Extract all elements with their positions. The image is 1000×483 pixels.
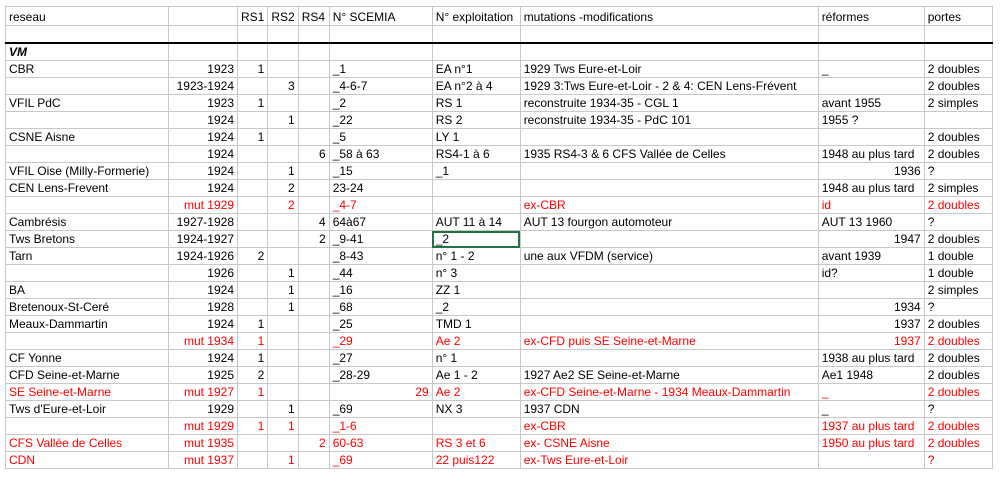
cell-reseau[interactable]: CEN Lens-Frevent [6, 180, 169, 197]
header-cell-portes[interactable]: portes [924, 7, 992, 26]
cell-scemia[interactable]: _69 [329, 452, 432, 469]
cell-rs1[interactable] [238, 163, 268, 180]
cell-annee[interactable]: 1924-1927 [169, 231, 238, 248]
cell-portes[interactable]: 2 simples [924, 95, 992, 112]
cell-rs1[interactable] [238, 78, 268, 95]
cell-exploitation[interactable]: RS 1 [432, 95, 520, 112]
cell-mutations[interactable]: 1937 CDN [520, 401, 818, 418]
cell-reseau[interactable]: CF Yonne [6, 350, 169, 367]
cell-reformes[interactable]: _ [818, 384, 924, 401]
cell-portes[interactable]: ? [924, 163, 992, 180]
cell-reseau[interactable]: VFIL PdC [6, 95, 169, 112]
cell-exploitation[interactable]: n° 1 [432, 350, 520, 367]
cell-reformes[interactable] [818, 452, 924, 469]
cell-rs1[interactable]: 1 [238, 384, 268, 401]
cell-annee[interactable]: 1925 [169, 367, 238, 384]
cell-rs2[interactable]: 1 [268, 282, 298, 299]
cell-rs1[interactable]: 1 [238, 350, 268, 367]
cell-exploitation[interactable]: n° 3 [432, 265, 520, 282]
cell-mutations[interactable] [520, 316, 818, 333]
table-row [6, 435, 993, 452]
cell-mutations[interactable]: AUT 13 fourgon automoteur [520, 214, 818, 231]
cell-exploitation[interactable]: ZZ 1 [432, 282, 520, 299]
cell-scemia[interactable]: _69 [329, 401, 432, 418]
cell-exploitation[interactable]: RS4-1 à 6 [432, 146, 520, 163]
cell-rs1[interactable] [238, 231, 268, 248]
cell-scemia[interactable]: _1 [329, 61, 432, 78]
blank-row [6, 26, 993, 44]
cell-reformes[interactable]: avant 1939 [818, 248, 924, 265]
cell-portes[interactable]: 2 doubles [924, 146, 992, 163]
cell-rs4[interactable]: 2 [298, 231, 329, 248]
cell-rs2[interactable] [268, 333, 298, 350]
cell-annee[interactable]: 1929 [169, 401, 238, 418]
cell-scemia[interactable]: _5 [329, 129, 432, 146]
cell[interactable] [298, 43, 329, 61]
cell-reseau[interactable]: VFIL Oise (Milly-Formerie) [6, 163, 169, 180]
cell-annee[interactable]: 1923 [169, 95, 238, 112]
cell-rs1[interactable] [238, 282, 268, 299]
cell[interactable] [6, 26, 169, 44]
table-row [6, 401, 993, 418]
cell-rs4[interactable] [298, 418, 329, 435]
header-cell-reformes[interactable]: réformes [818, 7, 924, 26]
table-row [6, 452, 993, 469]
cell-mutations[interactable]: ex- CSNE Aisne [520, 435, 818, 452]
cell-reseau[interactable]: Meaux-Dammartin [6, 316, 169, 333]
cell-rs2[interactable] [268, 146, 298, 163]
table-row [6, 214, 993, 231]
cell-portes[interactable]: 2 doubles [924, 435, 992, 452]
cell-portes[interactable]: 2 doubles [924, 197, 992, 214]
cell-reseau[interactable]: Tarn [6, 248, 169, 265]
cell-mutations[interactable]: ex-CBR [520, 418, 818, 435]
cell-scemia[interactable]: _15 [329, 163, 432, 180]
cell-annee[interactable]: 1924 [169, 350, 238, 367]
cell-portes[interactable]: 2 doubles [924, 367, 992, 384]
cell-exploitation[interactable] [432, 418, 520, 435]
cell-mutations[interactable] [520, 163, 818, 180]
cell-rs1[interactable] [238, 112, 268, 129]
cell-reformes[interactable]: 1934 [818, 299, 924, 316]
cell-annee[interactable]: 1924 [169, 180, 238, 197]
cell-rs4[interactable] [298, 61, 329, 78]
table-row [6, 367, 993, 384]
header-cell-rs1[interactable]: RS1 [238, 7, 268, 26]
table-row [6, 146, 993, 163]
cell-exploitation[interactable]: EA n°1 [432, 61, 520, 78]
cell-mutations[interactable]: ex-CFD puis SE Seine-et-Marne [520, 333, 818, 350]
cell-annee[interactable]: 1924-1926 [169, 248, 238, 265]
cell[interactable] [432, 43, 520, 61]
cell-reseau[interactable] [6, 197, 169, 214]
cell[interactable] [238, 26, 268, 44]
cell-reseau[interactable]: Tws d'Eure-et-Loir [6, 401, 169, 418]
cell-reformes[interactable]: 1937 [818, 333, 924, 350]
cell-exploitation[interactable]: LY 1 [432, 129, 520, 146]
cell-annee[interactable]: 1924 [169, 112, 238, 129]
cell-rs4[interactable] [298, 282, 329, 299]
cell-scemia[interactable]: _1-6 [329, 418, 432, 435]
cell-rs1[interactable]: 1 [238, 61, 268, 78]
cell-annee[interactable]: 1924 [169, 163, 238, 180]
cell-scemia[interactable]: 60-63 [329, 435, 432, 452]
table-row [6, 299, 993, 316]
table-row [6, 95, 993, 112]
cell-exploitation[interactable]: Ae 2 [432, 333, 520, 350]
cell[interactable] [329, 43, 432, 61]
cell-scemia[interactable]: _27 [329, 350, 432, 367]
cell-mutations[interactable]: 1929 Tws Eure-et-Loir [520, 61, 818, 78]
header-cell-exploitation[interactable]: N° exploitation [432, 7, 520, 26]
cell-reformes[interactable] [818, 282, 924, 299]
cell-reseau[interactable]: CBR [6, 61, 169, 78]
cell-annee[interactable]: mut 1929 [169, 418, 238, 435]
cell-rs1[interactable]: 2 [238, 248, 268, 265]
cell-annee[interactable]: mut 1927 [169, 384, 238, 401]
cell-portes[interactable]: ? [924, 214, 992, 231]
cell-rs2[interactable] [268, 350, 298, 367]
header-cell-scemia[interactable]: N° SCEMIA [329, 7, 432, 26]
cell-reseau[interactable]: CFS Vallée de Celles [6, 435, 169, 452]
cell-rs2[interactable]: 1 [268, 418, 298, 435]
table-row [6, 333, 993, 350]
cell-scemia[interactable]: _9-41 [329, 231, 432, 248]
cell-portes[interactable]: ? [924, 452, 992, 469]
cell-exploitation[interactable]: _2 [432, 299, 520, 316]
cell-exploitation[interactable] [432, 180, 520, 197]
cell-annee[interactable]: mut 1935 [169, 435, 238, 452]
table-row [6, 231, 993, 248]
cell-rs2[interactable] [268, 214, 298, 231]
cell-rs1[interactable]: 1 [238, 95, 268, 112]
table-row [6, 418, 993, 435]
cell-scemia[interactable]: _4-6-7 [329, 78, 432, 95]
table-row [6, 350, 993, 367]
cell-rs2[interactable]: 3 [268, 78, 298, 95]
cell-portes[interactable]: 2 doubles [924, 350, 992, 367]
cell-rs2[interactable]: 1 [268, 163, 298, 180]
cell-reformes[interactable]: _ [818, 401, 924, 418]
cell-portes[interactable]: 2 doubles [924, 129, 992, 146]
cell-rs1[interactable] [238, 214, 268, 231]
table-row [6, 282, 993, 299]
cell-annee[interactable]: 1926 [169, 265, 238, 282]
cell-rs2[interactable] [268, 231, 298, 248]
cell[interactable] [924, 43, 992, 61]
cell-portes[interactable]: 1 double [924, 248, 992, 265]
cell-portes[interactable]: 2 doubles [924, 231, 992, 248]
cell-mutations[interactable]: 1929 3:Tws Eure-et-Loir - 2 & 4: CEN Lens-Frévent [520, 78, 818, 95]
cell-rs4[interactable] [298, 112, 329, 129]
cell-reseau[interactable] [6, 333, 169, 350]
cell[interactable] [268, 43, 298, 61]
cell-rs4[interactable] [298, 78, 329, 95]
cell-rs2[interactable] [268, 316, 298, 333]
cell-exploitation[interactable]: RS 3 et 6 [432, 435, 520, 452]
cell-exploitation[interactable]: _1 [432, 163, 520, 180]
cell-scemia[interactable]: 29 [329, 384, 432, 401]
header-cell-rs4[interactable]: RS4 [298, 7, 329, 26]
cell-reformes[interactable]: 1938 au plus tard [818, 350, 924, 367]
cell-scemia[interactable]: _28-29 [329, 367, 432, 384]
cell-rs2[interactable]: 1 [268, 112, 298, 129]
cell-scemia[interactable]: 64à67 [329, 214, 432, 231]
cell-scemia[interactable]: _2 [329, 95, 432, 112]
cell-annee[interactable]: 1924 [169, 316, 238, 333]
cell-rs1[interactable] [238, 146, 268, 163]
cell-exploitation[interactable]: _2 [432, 231, 520, 248]
section-label[interactable]: VM [6, 43, 169, 61]
cell-reseau[interactable] [6, 265, 169, 282]
cell-rs1[interactable]: 1 [238, 418, 268, 435]
cell-portes[interactable]: ? [924, 401, 992, 418]
cell-annee[interactable]: 1924 [169, 282, 238, 299]
cell-mutations[interactable] [520, 299, 818, 316]
cell-portes[interactable]: 2 doubles [924, 78, 992, 95]
cell[interactable] [298, 26, 329, 44]
cell[interactable] [268, 26, 298, 44]
cell-portes[interactable]: 2 simples [924, 282, 992, 299]
cell-portes[interactable]: 1 double [924, 265, 992, 282]
cell-rs4[interactable] [298, 333, 329, 350]
cell-rs4[interactable] [298, 265, 329, 282]
cell-rs2[interactable] [268, 61, 298, 78]
cell-reformes[interactable]: 1948 au plus tard [818, 180, 924, 197]
table-row [6, 316, 993, 333]
cell-reformes[interactable]: 1947 [818, 231, 924, 248]
table-row [6, 129, 993, 146]
cell-reformes[interactable]: 1948 au plus tard [818, 146, 924, 163]
cell-scemia[interactable]: _8-43 [329, 248, 432, 265]
cell-annee[interactable]: 1924 [169, 129, 238, 146]
cell-exploitation[interactable]: NX 3 [432, 401, 520, 418]
table-row [6, 384, 993, 401]
cell-mutations[interactable] [520, 231, 818, 248]
cell-portes[interactable]: 2 doubles [924, 333, 992, 350]
cell-scemia[interactable]: 23-24 [329, 180, 432, 197]
cell-reformes[interactable]: _ [818, 61, 924, 78]
cell-reseau[interactable]: CFD Seine-et-Marne [6, 367, 169, 384]
cell-annee[interactable]: mut 1934 [169, 333, 238, 350]
cell-scemia[interactable]: _25 [329, 316, 432, 333]
cell-annee[interactable]: 1923-1924 [169, 78, 238, 95]
cell[interactable] [924, 26, 992, 44]
cell-mutations[interactable]: reconstruite 1934-35 - CGL 1 [520, 95, 818, 112]
cell-reformes[interactable]: Ae1 1948 [818, 367, 924, 384]
cell-rs1[interactable] [238, 452, 268, 469]
cell-rs1[interactable] [238, 265, 268, 282]
table-row [6, 180, 993, 197]
cell[interactable] [329, 26, 432, 44]
header-row [6, 7, 993, 26]
cell-mutations[interactable]: reconstruite 1934-35 - PdC 101 [520, 112, 818, 129]
cell-exploitation[interactable]: n° 1 - 2 [432, 248, 520, 265]
cell-mutations[interactable] [520, 350, 818, 367]
header-cell-mutations[interactable]: mutations -modifications [520, 7, 818, 26]
cell-rs4[interactable] [298, 350, 329, 367]
cell-reseau[interactable] [6, 146, 169, 163]
cell-portes[interactable]: ? [924, 299, 992, 316]
cell-rs2[interactable]: 1 [268, 265, 298, 282]
cell-reseau[interactable] [6, 78, 169, 95]
cell-rs2[interactable]: 2 [268, 197, 298, 214]
cell-portes[interactable]: 2 doubles [924, 418, 992, 435]
cell-portes[interactable]: 2 simples [924, 180, 992, 197]
cell-mutations[interactable] [520, 282, 818, 299]
spreadsheet-body [6, 7, 993, 469]
cell-annee[interactable]: 1923 [169, 61, 238, 78]
cell-reformes[interactable]: 1937 [818, 316, 924, 333]
cell-rs1[interactable] [238, 180, 268, 197]
header-cell-rs2[interactable]: RS2 [268, 7, 298, 26]
cell-scemia[interactable]: _58 à 63 [329, 146, 432, 163]
cell-rs2[interactable] [268, 367, 298, 384]
cell-annee[interactable]: 1924 [169, 146, 238, 163]
cell-rs4[interactable]: 6 [298, 146, 329, 163]
cell-portes[interactable]: 2 doubles [924, 61, 992, 78]
cell-mutations[interactable] [520, 180, 818, 197]
cell-exploitation[interactable]: 22 puis122 [432, 452, 520, 469]
cell-scemia[interactable]: _29 [329, 333, 432, 350]
cell-scemia[interactable]: _44 [329, 265, 432, 282]
cell-annee[interactable]: 1927-1928 [169, 214, 238, 231]
cell-rs1[interactable]: 1 [238, 333, 268, 350]
cell-reseau[interactable]: Tws Bretons [6, 231, 169, 248]
cell-rs4[interactable] [298, 299, 329, 316]
cell-reformes[interactable]: 1937 au plus tard [818, 418, 924, 435]
cell[interactable] [169, 43, 238, 61]
cell[interactable] [238, 43, 268, 61]
cell-exploitation[interactable]: RS 2 [432, 112, 520, 129]
cell-scemia[interactable]: _16 [329, 282, 432, 299]
cell-scemia[interactable]: _68 [329, 299, 432, 316]
cell-annee[interactable]: mut 1937 [169, 452, 238, 469]
cell-exploitation[interactable] [432, 197, 520, 214]
cell-reformes[interactable]: 1950 au plus tard [818, 435, 924, 452]
cell-rs4[interactable] [298, 129, 329, 146]
cell-reformes[interactable]: 1955 ? [818, 112, 924, 129]
cell-rs4[interactable]: 2 [298, 435, 329, 452]
cell-portes[interactable]: 2 doubles [924, 316, 992, 333]
cell-rs2[interactable]: 2 [268, 180, 298, 197]
cell-rs1[interactable] [238, 435, 268, 452]
cell-exploitation[interactable]: Ae 2 [432, 384, 520, 401]
cell-mutations[interactable]: ex-CFD Seine-et-Marne - 1934 Meaux-Dammartin [520, 384, 818, 401]
cell-reseau[interactable]: Bretenoux-St-Ceré [6, 299, 169, 316]
table-row [6, 78, 993, 95]
cell-rs4[interactable] [298, 248, 329, 265]
cell[interactable] [520, 43, 818, 61]
header-cell-reseau[interactable]: reseau [6, 7, 169, 26]
table-row [6, 163, 993, 180]
cell[interactable] [432, 26, 520, 44]
cell-reformes[interactable] [818, 78, 924, 95]
cell-rs2[interactable]: 1 [268, 452, 298, 469]
cell-reseau[interactable]: CDN [6, 452, 169, 469]
cell-mutations[interactable]: ex-Tws Eure-et-Loir [520, 452, 818, 469]
cell-mutations[interactable]: une aux VFDM (service) [520, 248, 818, 265]
cell-mutations[interactable] [520, 129, 818, 146]
cell-rs2[interactable]: 1 [268, 299, 298, 316]
cell[interactable] [169, 26, 238, 44]
cell-scemia[interactable]: _4-7 [329, 197, 432, 214]
cell-reformes[interactable]: avant 1955 [818, 95, 924, 112]
cell-annee[interactable]: mut 1929 [169, 197, 238, 214]
cell-rs1[interactable] [238, 197, 268, 214]
cell-reseau[interactable]: CSNE Aisne [6, 129, 169, 146]
header-cell-annee[interactable] [169, 7, 238, 26]
cell-rs1[interactable]: 1 [238, 316, 268, 333]
section-row [6, 43, 993, 61]
cell-reformes[interactable]: 1936 [818, 163, 924, 180]
cell-rs4[interactable] [298, 95, 329, 112]
cell-rs4[interactable] [298, 401, 329, 418]
cell-rs1[interactable] [238, 401, 268, 418]
cell-reseau[interactable]: BA [6, 282, 169, 299]
cell-reformes[interactable]: id? [818, 265, 924, 282]
table-row [6, 61, 993, 78]
cell-reseau[interactable]: Cambrésis [6, 214, 169, 231]
cell-exploitation[interactable]: AUT 11 à 14 [432, 214, 520, 231]
cell-scemia[interactable]: _22 [329, 112, 432, 129]
cell-rs4[interactable] [298, 367, 329, 384]
cell-mutations[interactable] [520, 265, 818, 282]
cell-portes[interactable] [924, 112, 992, 129]
cell-mutations[interactable]: ex-CBR [520, 197, 818, 214]
cell-rs2[interactable] [268, 435, 298, 452]
cell-rs2[interactable] [268, 95, 298, 112]
cell-rs4[interactable] [298, 163, 329, 180]
table-row [6, 248, 993, 265]
cell-rs1[interactable] [238, 299, 268, 316]
cell-portes[interactable]: 2 doubles [924, 384, 992, 401]
cell[interactable] [818, 43, 924, 61]
cell-exploitation[interactable]: TMD 1 [432, 316, 520, 333]
cell-exploitation[interactable]: Ae 1 - 2 [432, 367, 520, 384]
cell-mutations[interactable]: 1927 Ae2 SE Seine-et-Marne [520, 367, 818, 384]
table-row [6, 197, 993, 214]
cell-rs4[interactable] [298, 197, 329, 214]
cell-rs4[interactable] [298, 384, 329, 401]
spreadsheet-table [5, 6, 993, 469]
cell-rs4[interactable]: 4 [298, 214, 329, 231]
cell-reformes[interactable]: AUT 13 1960 [818, 214, 924, 231]
cell[interactable] [520, 26, 818, 44]
cell-reformes[interactable] [818, 129, 924, 146]
cell-exploitation[interactable]: EA n°2 à 4 [432, 78, 520, 95]
cell-rs4[interactable] [298, 180, 329, 197]
table-row [6, 265, 993, 282]
cell-rs2[interactable] [268, 129, 298, 146]
cell-mutations[interactable]: 1935 RS4-3 & 6 CFS Vallée de Celles [520, 146, 818, 163]
cell-rs1[interactable]: 1 [238, 129, 268, 146]
cell-rs2[interactable] [268, 384, 298, 401]
cell-reseau[interactable]: SE Seine-et-Marne [6, 384, 169, 401]
cell-rs4[interactable] [298, 452, 329, 469]
cell-rs1[interactable]: 2 [238, 367, 268, 384]
cell-reseau[interactable] [6, 418, 169, 435]
table-row [6, 112, 993, 129]
cell-rs2[interactable] [268, 248, 298, 265]
cell-reformes[interactable]: id [818, 197, 924, 214]
cell-reseau[interactable] [6, 112, 169, 129]
cell-annee[interactable]: 1928 [169, 299, 238, 316]
cell-rs4[interactable] [298, 316, 329, 333]
cell-rs2[interactable]: 1 [268, 401, 298, 418]
cell[interactable] [818, 26, 924, 44]
